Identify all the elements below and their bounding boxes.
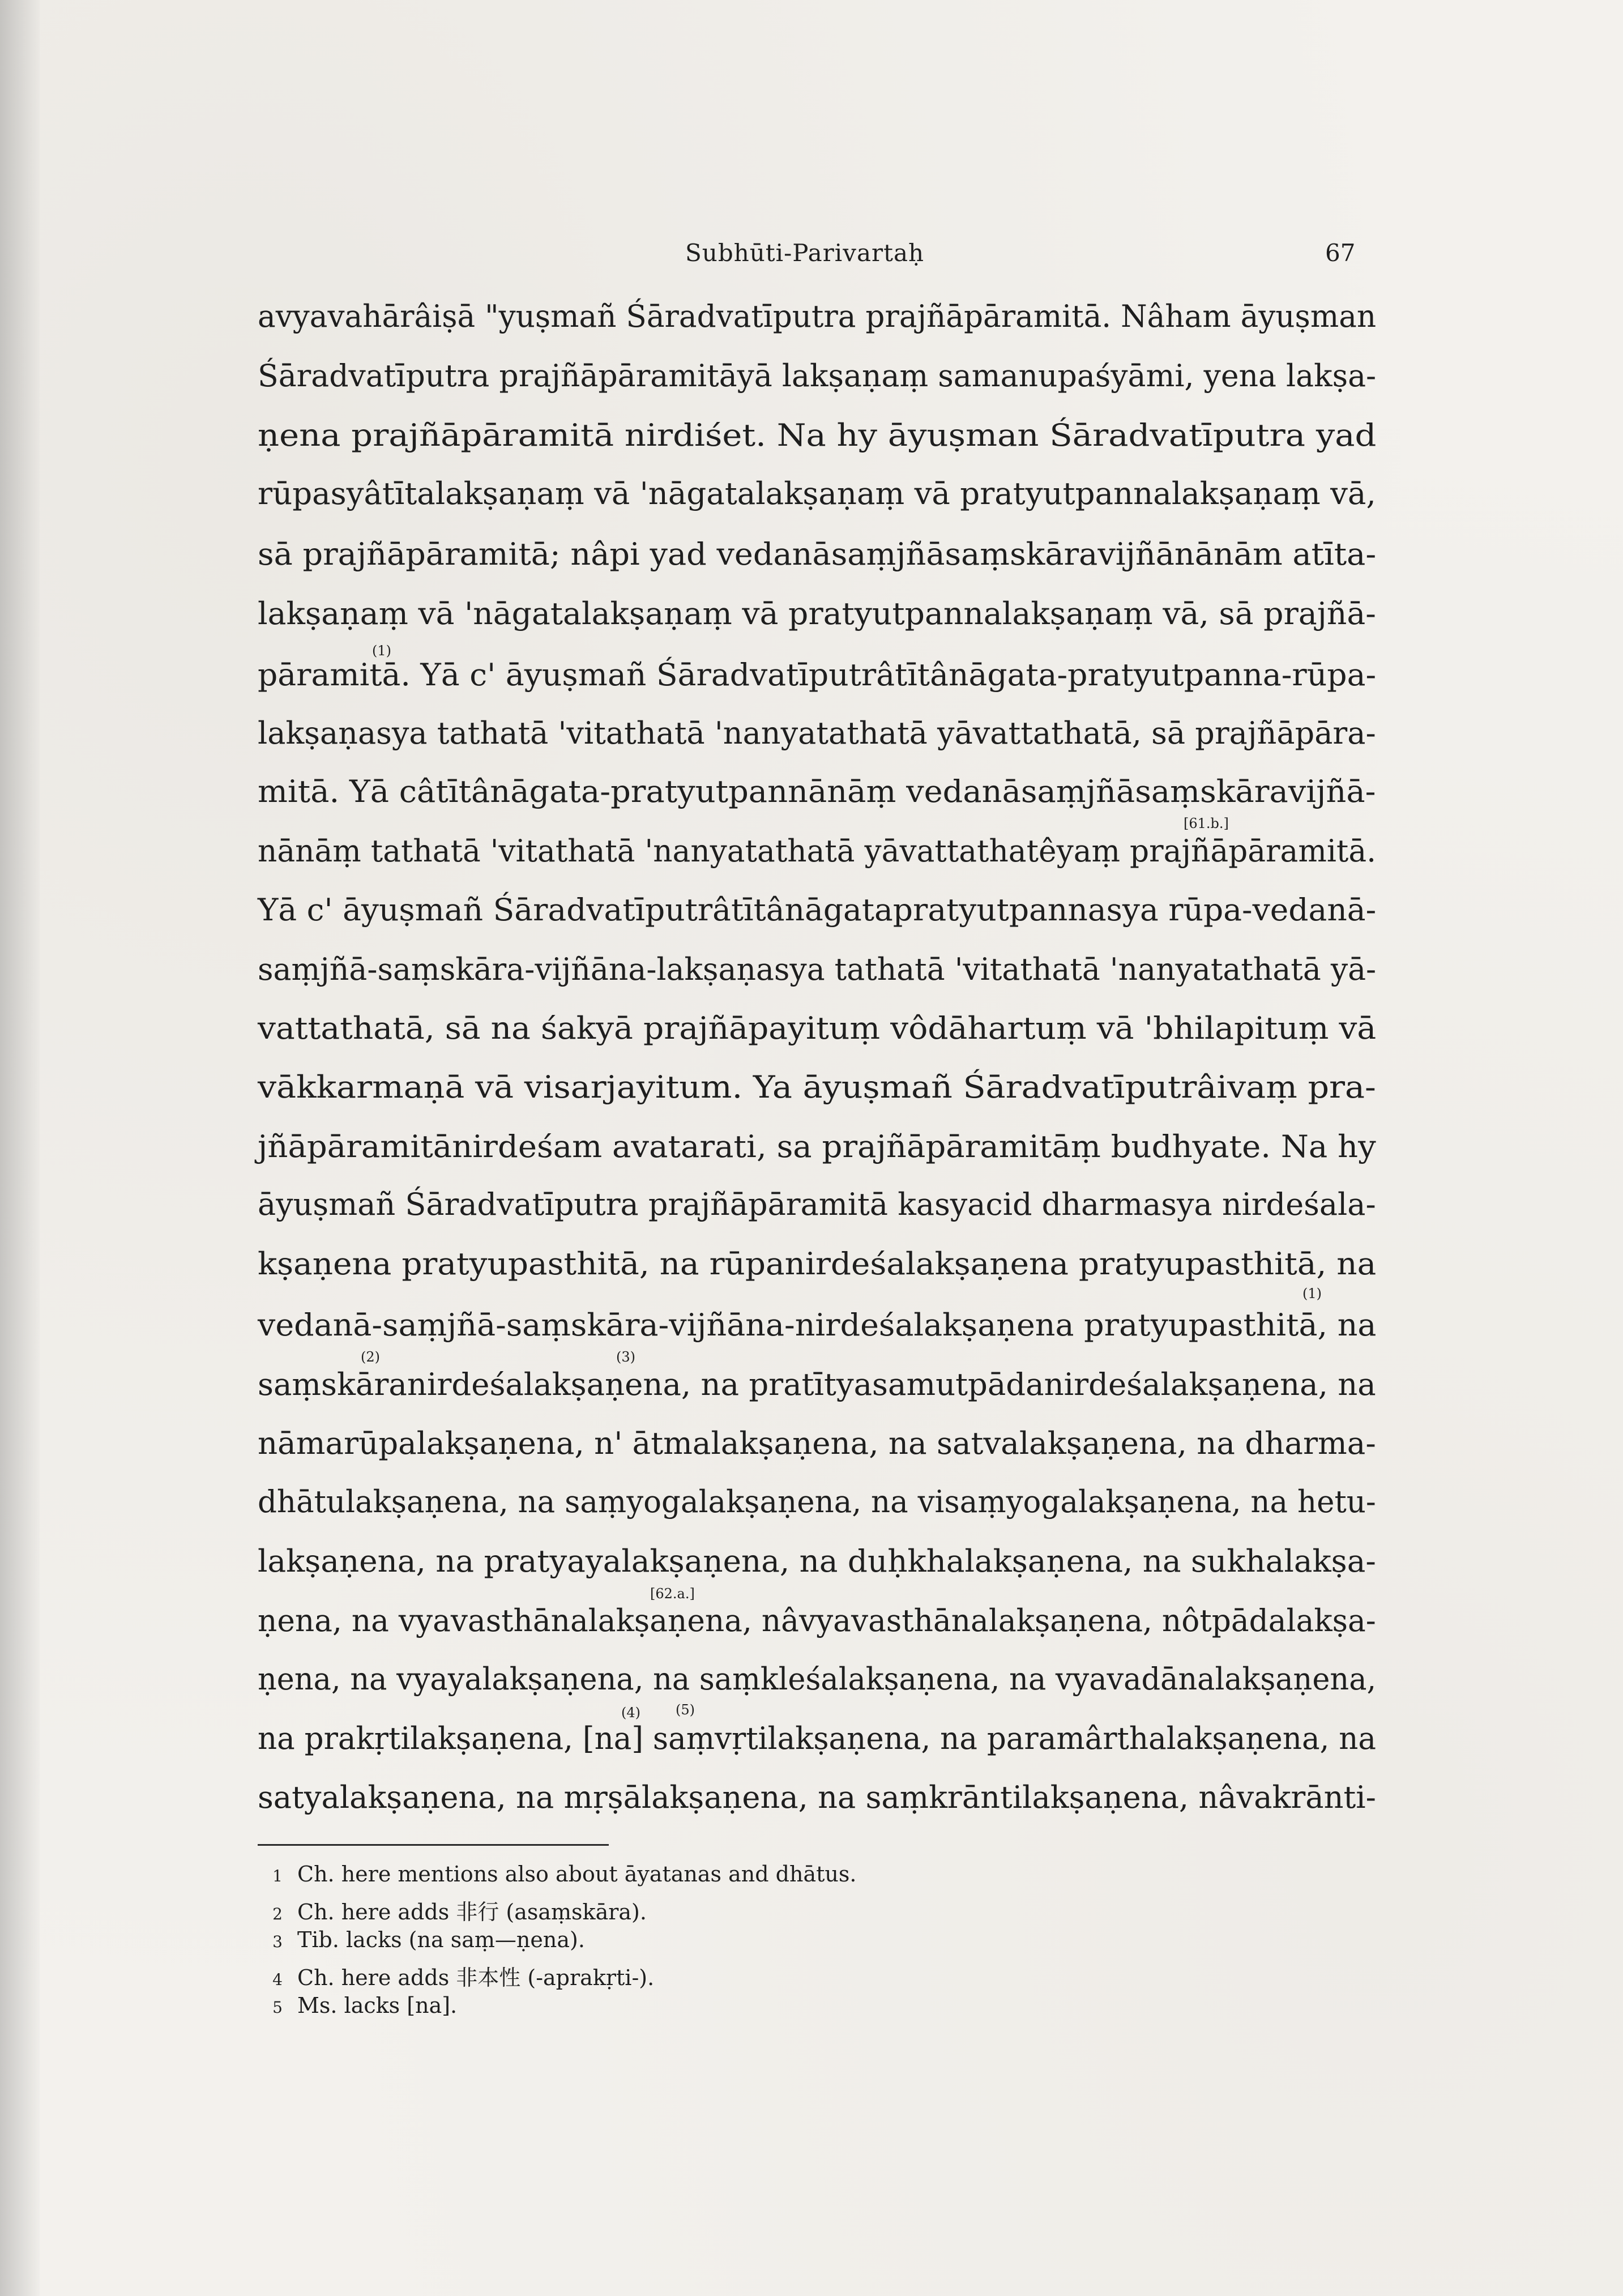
text-line: ṇena prajñāpāramitā nirdiśet. Na hy āyuṣman Śāradvatīputra yad [258, 417, 1377, 453]
footnote-text: Tib. lacks (na saṃ—ṇena). [297, 1927, 585, 1952]
footnote-marker: (3) [616, 1349, 635, 1365]
footnote [258, 1862, 856, 1887]
footnote-number: 3 [272, 1932, 283, 1951]
footnote-text: Ch. here adds 非行 (asaṃskāra). [297, 1900, 647, 1924]
scan-edge-shadow [0, 0, 40, 2296]
footnote-separator [258, 1844, 609, 1846]
text-line: Śāradvatīputra prajñāpāramitāyā lakṣaṇaṃ samanupaśyāmi, yena lakṣa- [258, 358, 1377, 394]
running-header-title: Subhūti-Parivartaḥ [685, 239, 925, 267]
footnote-number: 1 [272, 1867, 283, 1885]
footnote [258, 1927, 585, 1952]
footnote-text: Ms. lacks [na]. [297, 1993, 458, 2018]
footnote-marker: (5) [676, 1702, 695, 1718]
footnote-marker: (2) [361, 1349, 380, 1365]
text-line: vākkarmaṇā vā visarjayitum. Ya āyuṣmañ Śāradvatīputrâivaṃ pra- [258, 1069, 1376, 1105]
footnote-marker: (4) [621, 1705, 640, 1721]
footnote-marker: (1) [1302, 1286, 1322, 1301]
text-line: satyalakṣaṇena, na mṛṣālakṣaṇena, na saṃkrāntilakṣaṇena, nâvakrānti- [258, 1779, 1376, 1815]
footnote-text: Ch. here adds 非本性 (-aprakṛti-). [297, 1965, 655, 1990]
footnote [258, 1960, 654, 1991]
text-line: lakṣaṇena, na pratyayalakṣaṇena, na duḥkhalakṣaṇena, na sukhalakṣa- [258, 1543, 1376, 1579]
text-line: Yā c' āyuṣmañ Śāradvatīputrâtītânāgatapratyutpannasya rūpa-vedanā- [258, 892, 1377, 928]
text-line: jñāpāramitānirdeśam avatarati, sa prajñāpāramitāṃ budhyate. Na hy [258, 1129, 1376, 1164]
page-number: 67 [1325, 239, 1356, 267]
footnote [258, 1894, 647, 1926]
text-line: na prakṛtilakṣaṇena, [na] saṃvṛtilakṣaṇena, na paramârthalakṣaṇena, na [258, 1721, 1377, 1756]
text-line: mitā. Yā câtītânāgata-pratyutpannānāṃ vedanāsaṃjñāsaṃskāravijñā- [258, 774, 1376, 809]
text-line: lakṣaṇaṃ vā 'nāgatalakṣaṇaṃ vā pratyutpannalakṣaṇaṃ vā, sā prajñā- [258, 596, 1376, 631]
text-line: pāramitā. Yā c' āyuṣmañ Śāradvatīputrâtītânāgata-pratyutpanna-rūpa- [258, 657, 1377, 693]
footnote-text: Ch. here mentions also about āyatanas and dhātus. [297, 1862, 857, 1887]
folio-marker: [61.b.] [1184, 816, 1229, 831]
text-line: saṃskāranirdeśalakṣaṇena, na pratītyasamutpādanirdeśalakṣaṇena, na [258, 1367, 1376, 1402]
footnote-number: 2 [272, 1905, 283, 1923]
text-line: avyavahārâiṣā "yuṣmañ Śāradvatīputra prajñāpāramitā. Nâham āyuṣman [258, 298, 1377, 334]
footnote-number: 5 [272, 1998, 283, 2017]
text-line: dhātulakṣaṇena, na saṃyogalakṣaṇena, na visaṃyogalakṣaṇena, na hetu- [258, 1484, 1376, 1520]
text-line: lakṣaṇasya tathatā 'vitathatā 'nanyatathatā yāvattathatā, sā prajñāpāra- [258, 715, 1376, 751]
text-line: nānāṃ tathatā 'vitathatā 'nanyatathatā yāvattathatêyaṃ prajñāpāramitā. [258, 833, 1377, 869]
text-line: ṇena, na vyayalakṣaṇena, na saṃkleśalakṣaṇena, na vyavadānalakṣaṇena, [258, 1661, 1377, 1697]
text-line: ṇena, na vyavasthānalakṣaṇena, nâvyavasthānalakṣaṇena, nôtpādalakṣa- [258, 1603, 1376, 1638]
text-line: kṣaṇena pratyupasthitā, na rūpanirdeśalakṣaṇena pratyupasthitā, na [258, 1246, 1377, 1282]
text-line: sā prajñāpāramitā; nâpi yad vedanāsaṃjñāsaṃskāravijñānānām atīta- [258, 536, 1377, 572]
footnote-number: 4 [272, 1970, 283, 1989]
footnote [258, 1993, 457, 2018]
text-line: āyuṣmañ Śāradvatīputra prajñāpāramitā kasyacid dharmasya nirdeśala- [258, 1187, 1376, 1222]
text-line: rūpasyâtītalakṣaṇaṃ vā 'nāgatalakṣaṇaṃ vā pratyutpannalakṣaṇaṃ vā, [258, 476, 1376, 511]
text-line: vattathatā, sā na śakyā prajñāpayituṃ vôdāhartuṃ vā 'bhilapituṃ vā [258, 1010, 1377, 1046]
text-line: vedanā-saṃjñā-saṃskāra-vijñāna-nirdeśalakṣaṇena pratyupasthitā, na [258, 1307, 1377, 1343]
text-line: nāmarūpalakṣaṇena, n' ātmalakṣaṇena, na satvalakṣaṇena, na dharma- [258, 1426, 1376, 1461]
footnote-marker: (1) [372, 643, 391, 659]
text-line: saṃjñā-saṃskāra-vijñāna-lakṣaṇasya tathatā 'vitathatā 'nanyatathatā yā- [258, 951, 1377, 987]
folio-marker: [62.a.] [650, 1586, 695, 1602]
